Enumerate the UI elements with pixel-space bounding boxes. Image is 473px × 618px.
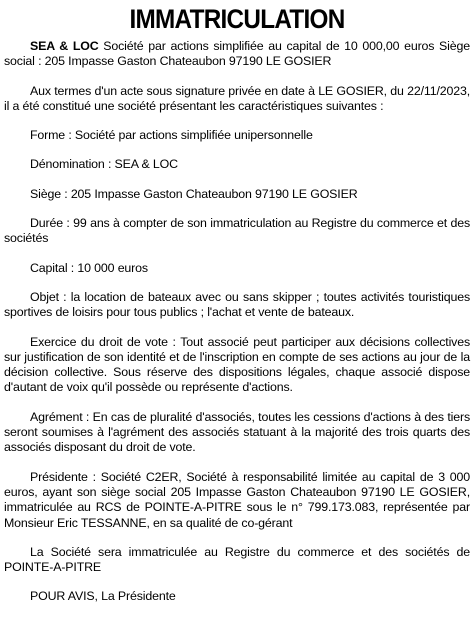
company-name: SEA & LOC (30, 39, 99, 53)
avis-paragraph: POUR AVIS, La Présidente (30, 589, 176, 604)
legal-notice (4, 0, 470, 618)
intro-text: Société par actions simplifiée au capital de 10 000,00 euros Siège social : 205 Impasse Gaston Chateaubon 97190 LE GOSIER (4, 39, 470, 69)
forme-paragraph: Forme : Société par actions simplifiée unipersonnelle (30, 128, 313, 143)
vote-paragraph: Exercice du droit de vote : Tout associé peut participer aux décisions collectives sur justification de son identité et de l'inscription en compte de ses actions au jour de la décision collective. Sous réserve des dispositions légales, chaque associé dispose d'autant de voix qu'il possède ou représente d'actions. (4, 334, 470, 395)
acte-paragraph: Aux termes d'un acte sous signature privée en date à LE GOSIER, du 22/11/2023, il a été constitué une société présentant les caractéristiques suivantes : (4, 83, 470, 113)
denomination-paragraph: Dénomination : SEA & LOC (30, 157, 178, 172)
intro-paragraph (4, 39, 470, 70)
agrement-paragraph: Agrément : En cas de pluralité d'associés, toutes les cessions d'actions à des tiers seront soumises à l'agrément des associés statuant à la majorité des trois quarts des associés disposant du droit de vote. (4, 409, 470, 455)
immatriculation-paragraph: La Société sera immatriculée au Registre du commerce et des sociétés de POINTE-A-PITRE (4, 544, 470, 575)
objet-paragraph: Objet : la location de bateaux avec ou sans skipper ; toutes activités touristiques sportives de loisirs pour tous publics ; l'achat et vente de bateaux. (4, 289, 470, 320)
presidente-paragraph: Présidente : Société C2ER, Société à responsabilité limitée au capital de 3 000 euros, ayant son siège social 205 Impasse Gaston Chateaubon 97190 LE GOSIER, immatriculée au RCS de POINTE-A-PITRE sous le n° 799.173.083, représentée par Monsieur Eric TESSANNE, en sa qualité de co-gérant (4, 469, 470, 530)
siege-paragraph: Siège : 205 Impasse Gaston Chateaubon 97190 LE GOSIER (30, 186, 358, 201)
notice-title: IMMATRICULATION (129, 4, 345, 34)
duree-paragraph: Durée : 99 ans à compter de son immatriculation au Registre du commerce et des sociétés (4, 216, 470, 246)
capital-paragraph: Capital : 10 000 euros (30, 260, 148, 275)
